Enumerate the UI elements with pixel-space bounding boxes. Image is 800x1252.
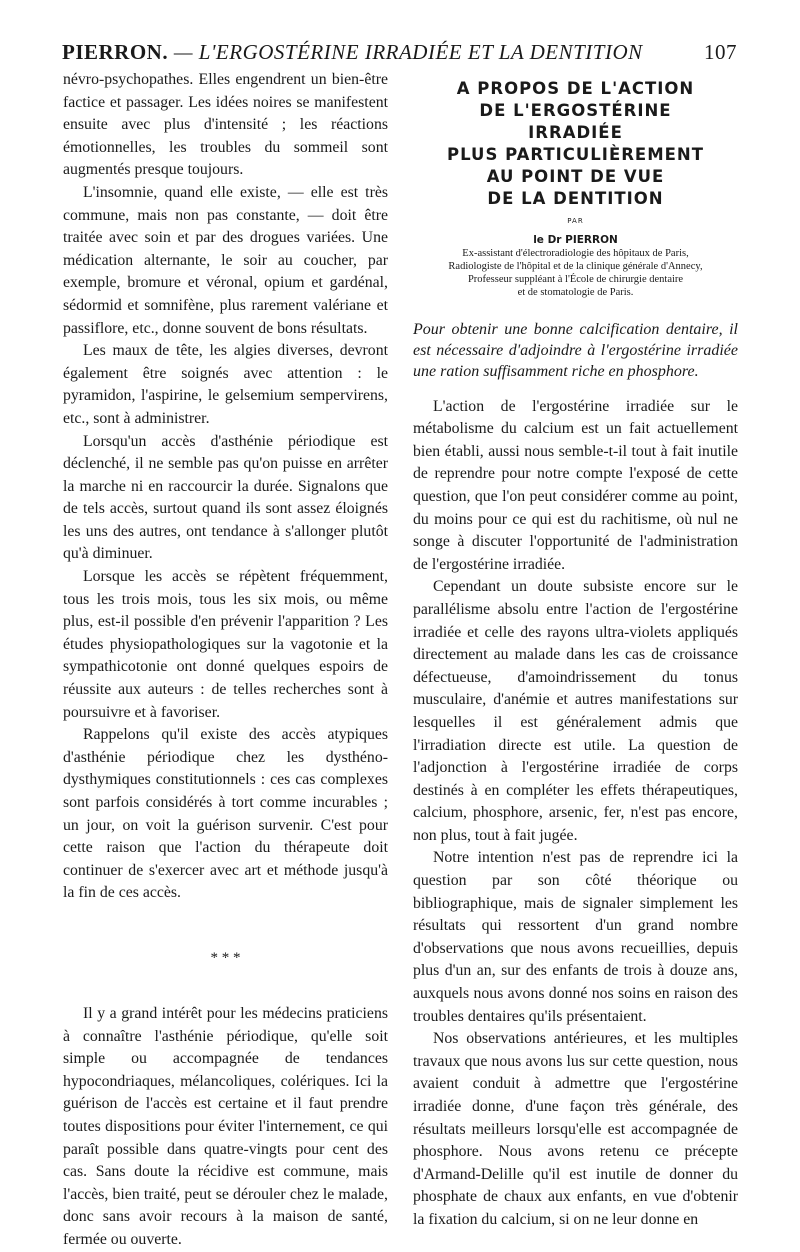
paragraph: L'action de l'ergostérine irradiée sur le métabolisme du calcium est un fait actuellement bien établi, aussi nous semble-t-il tout à fait inutile de reprendre pour notre compte l'exposé de cette question, que l'on peut considérer comme au point, du moins pour ce qui est du rachitisme, où nul ne songe à discuter l'opportunité de l'administration de l'ergostérine irradiée. <box>413 397 738 573</box>
affiliation: Radiologiste de l'hôpital et de la clinique générale d'Annecy, <box>448 260 703 272</box>
paragraph: névro-psychopathes. Elles engendrent un bien-être factice et passager. Les idées noires se manifestent ensuite avec plus d'intensité ; les réactions émotionnelles, les troubles du sommeil sont augmentés presque toujours. <box>63 71 388 179</box>
paragraph: Notre intention n'est pas de reprendre ici la question par son côté théorique ou bibliographique, mais de signaler simplement les résultats qui ressortent d'un grand nombre d'observations que nous avons recueillies, depuis plus d'un an, sur des enfants de trois à douze ans, auxquels nous avons donné nos soins en raison des troubles dentaires qu'ils présentaient. <box>413 849 738 1025</box>
paragraph: Lorsqu'un accès d'asthénie périodique est déclenché, il ne semble pas qu'on puisse en arrêter la marche ni en raccourcir la durée. Signalons que de tels accès, surtout quand ils sont assez éloignés les uns des autres, ont tendance à s'allonger plutôt qu'à diminuer. <box>63 432 388 563</box>
article-title-line: DE L'ERGOSTÉRINE <box>479 101 672 120</box>
par-label: PAR <box>567 217 584 225</box>
affiliation: Professeur suppléant à l'École de chirurgie dentaire <box>467 273 684 285</box>
section-separator: * * * <box>210 949 241 966</box>
page-number: 107 <box>704 40 737 64</box>
header-author: PIERRON. <box>62 40 169 64</box>
left-column <box>63 69 388 1252</box>
article-title-line: PLUS PARTICULIÈREMENT <box>447 145 704 164</box>
article-title-line: DE LA DENTITION <box>487 189 664 208</box>
paragraph: Les maux de tête, les algies diverses, devront également être soignés avec attention : le pyramidon, l'aspirine, le gelsemium sempervirens, etc., sont à administrer. <box>63 342 388 427</box>
author-byline: le Dr PIERRON <box>533 233 618 246</box>
affiliation: et de stomatologie de Paris. <box>517 286 634 298</box>
paragraph: L'insomnie, quand elle existe, — elle est très commune, mais non pas constante, — doit être traitée avec soin et par des drogues variées. Une médication alternante, le soir au coucher, par exemple, bromure et véronal, opium et gardénal, sédormid et somnifène, plus rarement valériane et passiflore, etc., donne souvent de bons résultats. <box>63 183 388 337</box>
right-column <box>413 78 738 1232</box>
affiliation: Ex-assistant d'électroradiologie des hôpitaux de Paris, <box>462 247 689 259</box>
running-header <box>62 40 737 70</box>
paragraph: Il y a grand intérêt pour les médecins praticiens à connaître l'asthénie périodique, qu'elle soit simple ou accompagnée de tendances hypocondriaques, mélancoliques, colériques. Ici la guérison de l'accès est certaine et il faut prendre toutes dispositions pour éviter l'internement, ce qui paraît possible dans quatre-vingts pour cent des cas. Sans doute la récidive est commune, mais l'accès, bien traité, peut se dérouler chez le malade, donc sans avoir recours à la maison de santé, fermée ou ouverte. <box>63 1004 388 1248</box>
article-title-line: A PROPOS DE L'ACTION <box>456 79 695 98</box>
abstract: Pour obtenir une bonne calcification dentaire, il est nécessaire d'adjoindre à l'ergostérine irradiée une ration suffisamment riche en phosphore. <box>413 320 738 380</box>
paragraph: Cependant un doute subsiste encore sur le parallélisme absolu entre l'action de l'ergostérine irradiée et celle des rayons ultra-violets appliqués directement au malade dans les cas de croissance défectueuse, d'amoindrissement du tonus musculaire, d'anémie et autres manifestations sur lesquelles il est généralement admis que l'irradiation directe est utile. La question de l'adjonction à l'ergostérine irradiée de corps destinés à en compléter les effets thérapeutiques, calcium, phosphore, arsenic, fer, n'est pas encore, non plus, tout à fait jugée. <box>413 578 738 844</box>
article-title-line: IRRADIÉE <box>528 123 623 142</box>
article-title <box>413 78 738 210</box>
header-title: — L'ERGOSTÉRINE IRRADIÉE ET LA DENTITION <box>173 40 643 64</box>
paragraph: Lorsque les accès se répètent fréquemment, tous les trois mois, tous les six mois, ou même plus, est-il possible d'en prévenir l'apparition ? Les études physiopathologiques sur la vagotonie et la sympathicotonie ont donné quelques espoirs de réussite aux auteurs : de telles recherches sont à poursuivre et à favoriser. <box>63 568 388 721</box>
paragraph: Nos observations antérieures, et les multiples travaux que nous avons lus sur cette question, nous avaient conduit à admettre que l'ergostérine irradiée donne, d'une façon très générale, des résultats meilleurs lorsqu'elle est accompagnée de phosphore. Nous avons retenu ce précepte d'Armand-Delille qu'il est inutile de donner du phosphate de chaux aux enfants, en vue d'obtenir la fixation du calcium, si on ne leur donne en <box>413 1030 738 1228</box>
article-title-line: AU POINT DE VUE <box>486 167 665 186</box>
paragraph: Rappelons qu'il existe des accès atypiques d'asthénie périodique chez les dysthéno-dysthymiques constitutionnels : ces cas complexes sont parfois considérés à tort comme incurables ; un jour, on voit la guérison survenir. C'est pour cette raison que l'action du thérapeute doit continuer de s'exercer avec art et méthode jusqu'à la fin de ces accès. <box>63 726 388 902</box>
